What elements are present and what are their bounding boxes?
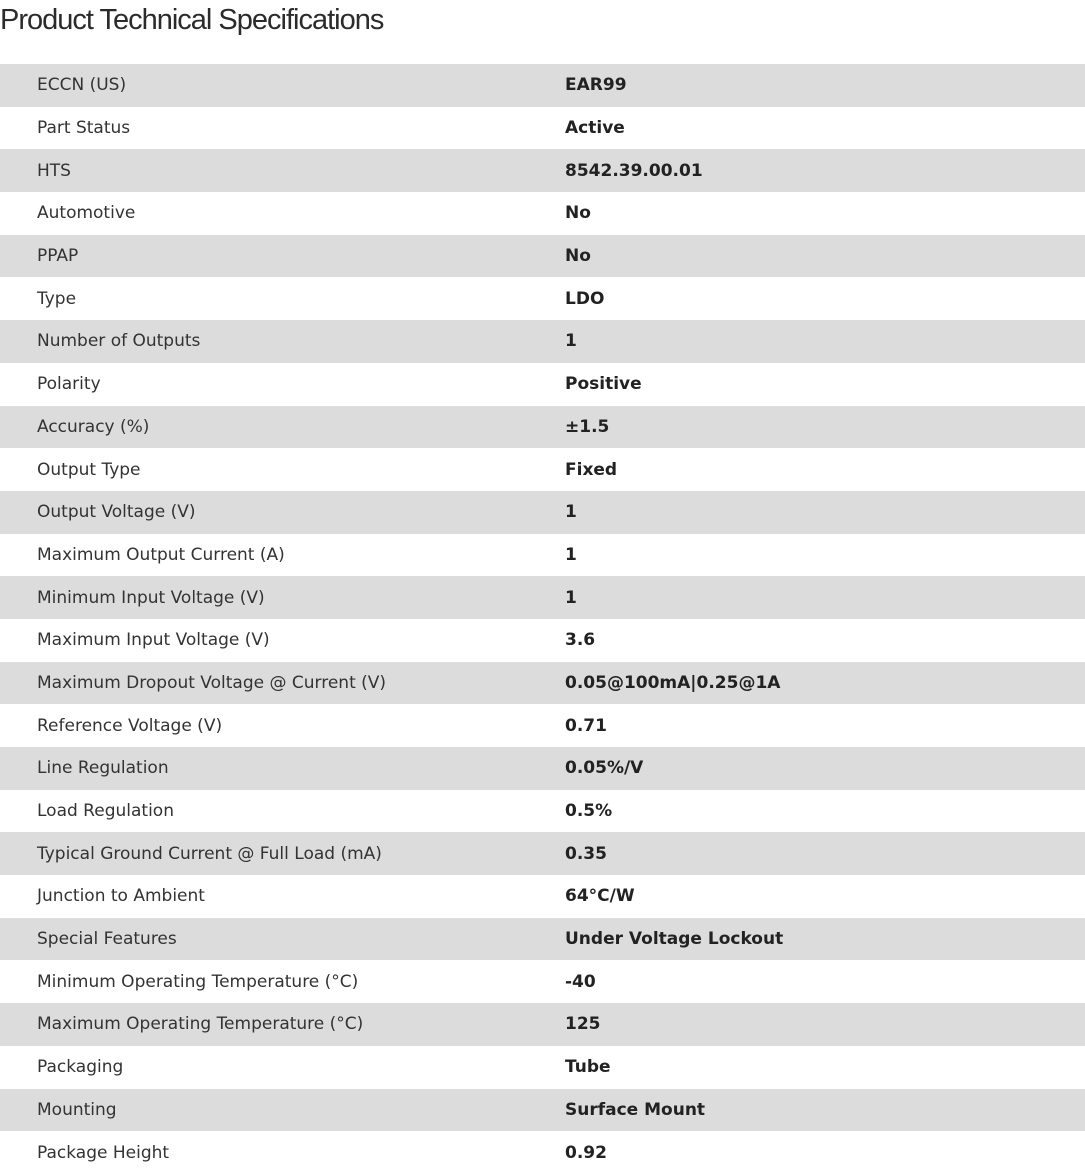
spec-value: Tube — [565, 1046, 1085, 1089]
spec-value: 0.35 — [565, 832, 1085, 875]
spec-value: 1 — [565, 534, 1085, 577]
spec-label: Junction to Ambient — [0, 875, 565, 918]
page-title: Product Technical Specifications — [0, 4, 384, 36]
spec-value: 0.92 — [565, 1131, 1085, 1174]
spec-value: 1 — [565, 491, 1085, 534]
spec-value: Surface Mount — [565, 1089, 1085, 1132]
spec-label: Type — [0, 277, 565, 320]
spec-label: Packaging — [0, 1046, 565, 1089]
spec-row — [0, 1003, 1085, 1046]
spec-value: Under Voltage Lockout — [565, 918, 1085, 961]
spec-table — [0, 64, 1085, 1174]
spec-label: Polarity — [0, 363, 565, 406]
spec-row — [0, 107, 1085, 150]
spec-row — [0, 1131, 1085, 1174]
spec-label: Line Regulation — [0, 747, 565, 790]
spec-label: Number of Outputs — [0, 320, 565, 363]
spec-label: Minimum Input Voltage (V) — [0, 576, 565, 619]
spec-label: Package Height — [0, 1131, 565, 1174]
spec-value: Fixed — [565, 448, 1085, 491]
spec-label: Special Features — [0, 918, 565, 961]
spec-row — [0, 491, 1085, 534]
spec-value: 0.05@100mA|0.25@1A — [565, 662, 1085, 705]
spec-row — [0, 918, 1085, 961]
spec-row — [0, 149, 1085, 192]
spec-value: 1 — [565, 320, 1085, 363]
spec-row — [0, 235, 1085, 278]
spec-value: 1 — [565, 576, 1085, 619]
spec-label: Part Status — [0, 107, 565, 150]
spec-row — [0, 576, 1085, 619]
spec-row — [0, 192, 1085, 235]
spec-label: Accuracy (%) — [0, 406, 565, 449]
spec-value: No — [565, 235, 1085, 278]
spec-label: Output Voltage (V) — [0, 491, 565, 534]
spec-label: Maximum Output Current (A) — [0, 534, 565, 577]
spec-label: Maximum Dropout Voltage @ Current (V) — [0, 662, 565, 705]
spec-value: -40 — [565, 960, 1085, 1003]
spec-row — [0, 832, 1085, 875]
spec-row — [0, 320, 1085, 363]
spec-label: Reference Voltage (V) — [0, 704, 565, 747]
spec-value: 0.5% — [565, 790, 1085, 833]
spec-label: Mounting — [0, 1089, 565, 1132]
spec-value: No — [565, 192, 1085, 235]
spec-row — [0, 960, 1085, 1003]
spec-label: Automotive — [0, 192, 565, 235]
spec-row — [0, 1046, 1085, 1089]
spec-value: Positive — [565, 363, 1085, 406]
spec-label: Output Type — [0, 448, 565, 491]
spec-label: Minimum Operating Temperature (°C) — [0, 960, 565, 1003]
spec-label: Load Regulation — [0, 790, 565, 833]
spec-value: LDO — [565, 277, 1085, 320]
spec-row — [0, 790, 1085, 833]
spec-row — [0, 534, 1085, 577]
spec-row — [0, 747, 1085, 790]
spec-value: 0.05%/V — [565, 747, 1085, 790]
spec-row — [0, 363, 1085, 406]
spec-label: Maximum Input Voltage (V) — [0, 619, 565, 662]
spec-row — [0, 662, 1085, 705]
spec-row — [0, 619, 1085, 662]
spec-row — [0, 1089, 1085, 1132]
spec-row — [0, 64, 1085, 107]
spec-value: 125 — [565, 1003, 1085, 1046]
spec-value: Active — [565, 107, 1085, 150]
spec-row — [0, 704, 1085, 747]
spec-value: 8542.39.00.01 — [565, 149, 1085, 192]
spec-value: 3.6 — [565, 619, 1085, 662]
spec-label: Typical Ground Current @ Full Load (mA) — [0, 832, 565, 875]
spec-value: 64°C/W — [565, 875, 1085, 918]
spec-row — [0, 406, 1085, 449]
spec-table-body — [0, 64, 1085, 1174]
spec-value: 0.71 — [565, 704, 1085, 747]
spec-row — [0, 448, 1085, 491]
spec-label: PPAP — [0, 235, 565, 278]
spec-value: ±1.5 — [565, 406, 1085, 449]
spec-label: ECCN (US) — [0, 64, 565, 107]
spec-label: Maximum Operating Temperature (°C) — [0, 1003, 565, 1046]
spec-row — [0, 277, 1085, 320]
spec-row — [0, 875, 1085, 918]
spec-label: HTS — [0, 149, 565, 192]
spec-value: EAR99 — [565, 64, 1085, 107]
